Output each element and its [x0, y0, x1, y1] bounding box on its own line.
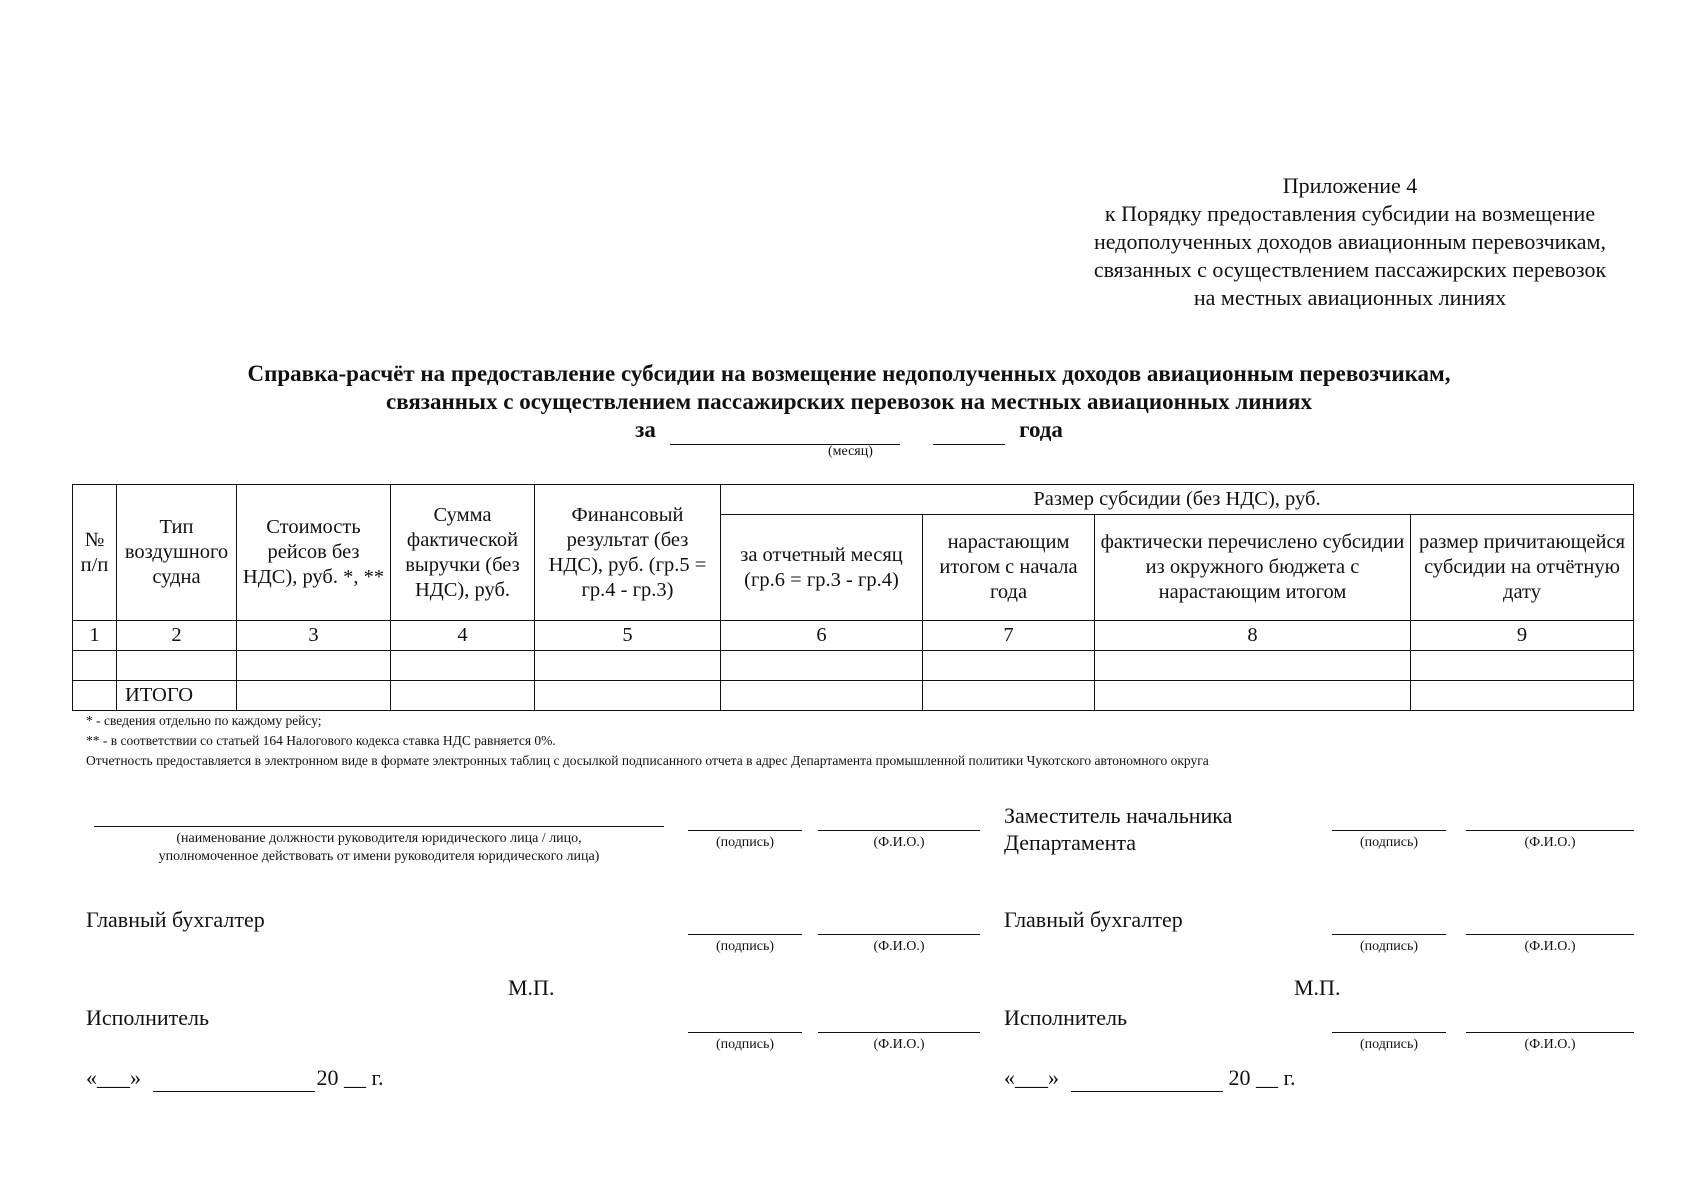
col-number: 7: [923, 621, 1095, 651]
document-title-line-2: связанных с осуществлением пассажирских перевозок на местных авиационных линиях: [386, 389, 1312, 414]
date-month-field[interactable]: [1071, 1064, 1223, 1092]
col-number: 3: [237, 621, 391, 651]
table-cell[interactable]: [535, 651, 721, 681]
header-revenue: Сумма фактической выручки (без НДС), руб.: [391, 485, 535, 621]
header-cumulative: нарастающим итогом с начала года: [923, 515, 1095, 621]
signature-line[interactable]: [688, 830, 802, 831]
fio-line[interactable]: [1466, 934, 1634, 935]
executor-label: Исполнитель: [86, 1005, 210, 1030]
table-cell[interactable]: [73, 651, 117, 681]
signature-caption: (подпись): [1359, 939, 1419, 954]
appendix-line-2: к Порядку предоставления субсидии на возмещение: [1104, 201, 1596, 226]
date-year: 20 __ г.: [316, 1065, 384, 1090]
header-aircraft-type: Тип воздушного судна: [117, 485, 237, 621]
period-goda: года: [1019, 417, 1063, 442]
signature-line[interactable]: [688, 1032, 802, 1033]
executor-label-right: Исполнитель: [1004, 1005, 1128, 1030]
year-field[interactable]: [933, 416, 1005, 445]
table-cell[interactable]: [1095, 681, 1411, 711]
note-3: Отчетность предоставляется в электронном виде в формате электронных таблиц с досылкой подписанного отчета в адрес Департамента промышленной политики Чукотского автономного округа: [86, 753, 1209, 768]
header-financial-result: Финансовый результат (без НДС), руб. (гр.5 = гр.4 - гр.3): [535, 485, 721, 621]
date-line: [86, 1064, 384, 1092]
signature-line[interactable]: [1332, 1032, 1446, 1033]
chief-accountant-label: Главный бухгалтер: [86, 907, 265, 932]
col-number: 2: [117, 621, 237, 651]
column-numbers-row: [73, 621, 1634, 651]
fio-caption: (Ф.И.О.): [873, 1037, 925, 1052]
signature-line[interactable]: [688, 934, 802, 935]
appendix-line-5: на местных авиационных линиях: [1193, 285, 1507, 310]
table-cell[interactable]: [923, 651, 1095, 681]
header-num: № п/п: [73, 485, 117, 621]
table-row: [73, 651, 1634, 681]
header-subsidy-size: Размер субсидии (без НДС), руб.: [721, 485, 1634, 515]
period-za: за: [635, 417, 656, 442]
signature-line[interactable]: [1332, 934, 1446, 935]
fio-line[interactable]: [1466, 830, 1634, 831]
header-cost: Стоимость рейсов без НДС), руб. *, **: [237, 485, 391, 621]
date-year: 20 __ г.: [1228, 1065, 1296, 1090]
total-label: ИТОГО: [117, 681, 237, 711]
deputy-label-2: Департамента: [1004, 830, 1137, 855]
position-caption-1: (наименование должности руководителя юридического лица / лицо,: [176, 831, 582, 846]
table-header-row-1: [73, 485, 1634, 515]
col-number: 4: [391, 621, 535, 651]
col-number: 5: [535, 621, 721, 651]
fio-line[interactable]: [1466, 1032, 1634, 1033]
appendix-header: [1040, 172, 1660, 312]
chief-accountant-label-right: Главный бухгалтер: [1004, 907, 1183, 932]
note-2: ** - в соответствии со статьей 164 Налогового кодекса ставка НДС равняется 0%.: [86, 733, 556, 748]
col-number: 1: [73, 621, 117, 651]
signature-caption: (подпись): [715, 835, 775, 850]
table-cell[interactable]: [391, 681, 535, 711]
fio-caption: (Ф.И.О.): [1524, 1037, 1576, 1052]
header-due: размер причитающейся субсидии на отчётную дату: [1411, 515, 1634, 621]
signature-caption: (подпись): [715, 1037, 775, 1052]
deputy-label-1: Заместитель начальника: [1004, 803, 1233, 828]
table-cell[interactable]: [73, 681, 117, 711]
table-cell[interactable]: [237, 681, 391, 711]
position-caption-2: уполномоченное действовать от имени руководителя юридического лица): [158, 849, 600, 864]
header-transferred: фактически перечислено субсидии из окружного бюджета с нарастающим итогом: [1095, 515, 1411, 621]
month-field[interactable]: [670, 416, 900, 445]
table-cell[interactable]: [237, 651, 391, 681]
period-line: [0, 416, 1698, 445]
appendix-line-1: Приложение 4: [1282, 173, 1418, 198]
col-number: 6: [721, 621, 923, 651]
fio-line[interactable]: [818, 1032, 980, 1033]
col-number: 8: [1095, 621, 1411, 651]
table-cell[interactable]: [117, 651, 237, 681]
month-caption: (месяц): [828, 444, 873, 459]
fio-line[interactable]: [818, 830, 980, 831]
date-day: «___»: [86, 1065, 141, 1090]
signature-line[interactable]: [1332, 830, 1446, 831]
table-cell[interactable]: [721, 681, 923, 711]
signature-caption: (подпись): [1359, 835, 1419, 850]
date-month-field[interactable]: [153, 1064, 315, 1092]
total-row: [73, 681, 1634, 711]
fio-line[interactable]: [818, 934, 980, 935]
fio-caption: (Ф.И.О.): [1524, 835, 1576, 850]
document-title-line-1: Справка-расчёт на предоставление субсидии на возмещение недополученных доходов авиационным перевозчикам,: [247, 361, 1451, 386]
signature-caption: (подпись): [1359, 1037, 1419, 1052]
subsidy-table: [72, 484, 1634, 711]
note-1: * - сведения отдельно по каждому рейсу;: [86, 713, 322, 728]
table-cell[interactable]: [923, 681, 1095, 711]
table-cell[interactable]: [1411, 651, 1634, 681]
table-cell[interactable]: [391, 651, 535, 681]
col-number: 9: [1411, 621, 1634, 651]
header-reporting-month: за отчетный месяц (гр.6 = гр.3 - гр.4): [721, 515, 923, 621]
fio-caption: (Ф.И.О.): [1524, 939, 1576, 954]
appendix-line-4: связанных с осуществлением пассажирских перевозок: [1093, 257, 1607, 282]
table-cell[interactable]: [1411, 681, 1634, 711]
table-cell[interactable]: [721, 651, 923, 681]
table-cell[interactable]: [535, 681, 721, 711]
date-line-right: [1004, 1064, 1296, 1092]
fio-caption: (Ф.И.О.): [873, 939, 925, 954]
stamp-label-right: М.П.: [1294, 975, 1341, 1000]
table-cell[interactable]: [1095, 651, 1411, 681]
fio-caption: (Ф.И.О.): [873, 835, 925, 850]
appendix-line-3: недополученных доходов авиационным перевозчикам,: [1094, 229, 1606, 254]
stamp-label: М.П.: [508, 975, 555, 1000]
signature-caption: (подпись): [715, 939, 775, 954]
position-line[interactable]: [94, 826, 664, 827]
date-day: «___»: [1004, 1065, 1059, 1090]
